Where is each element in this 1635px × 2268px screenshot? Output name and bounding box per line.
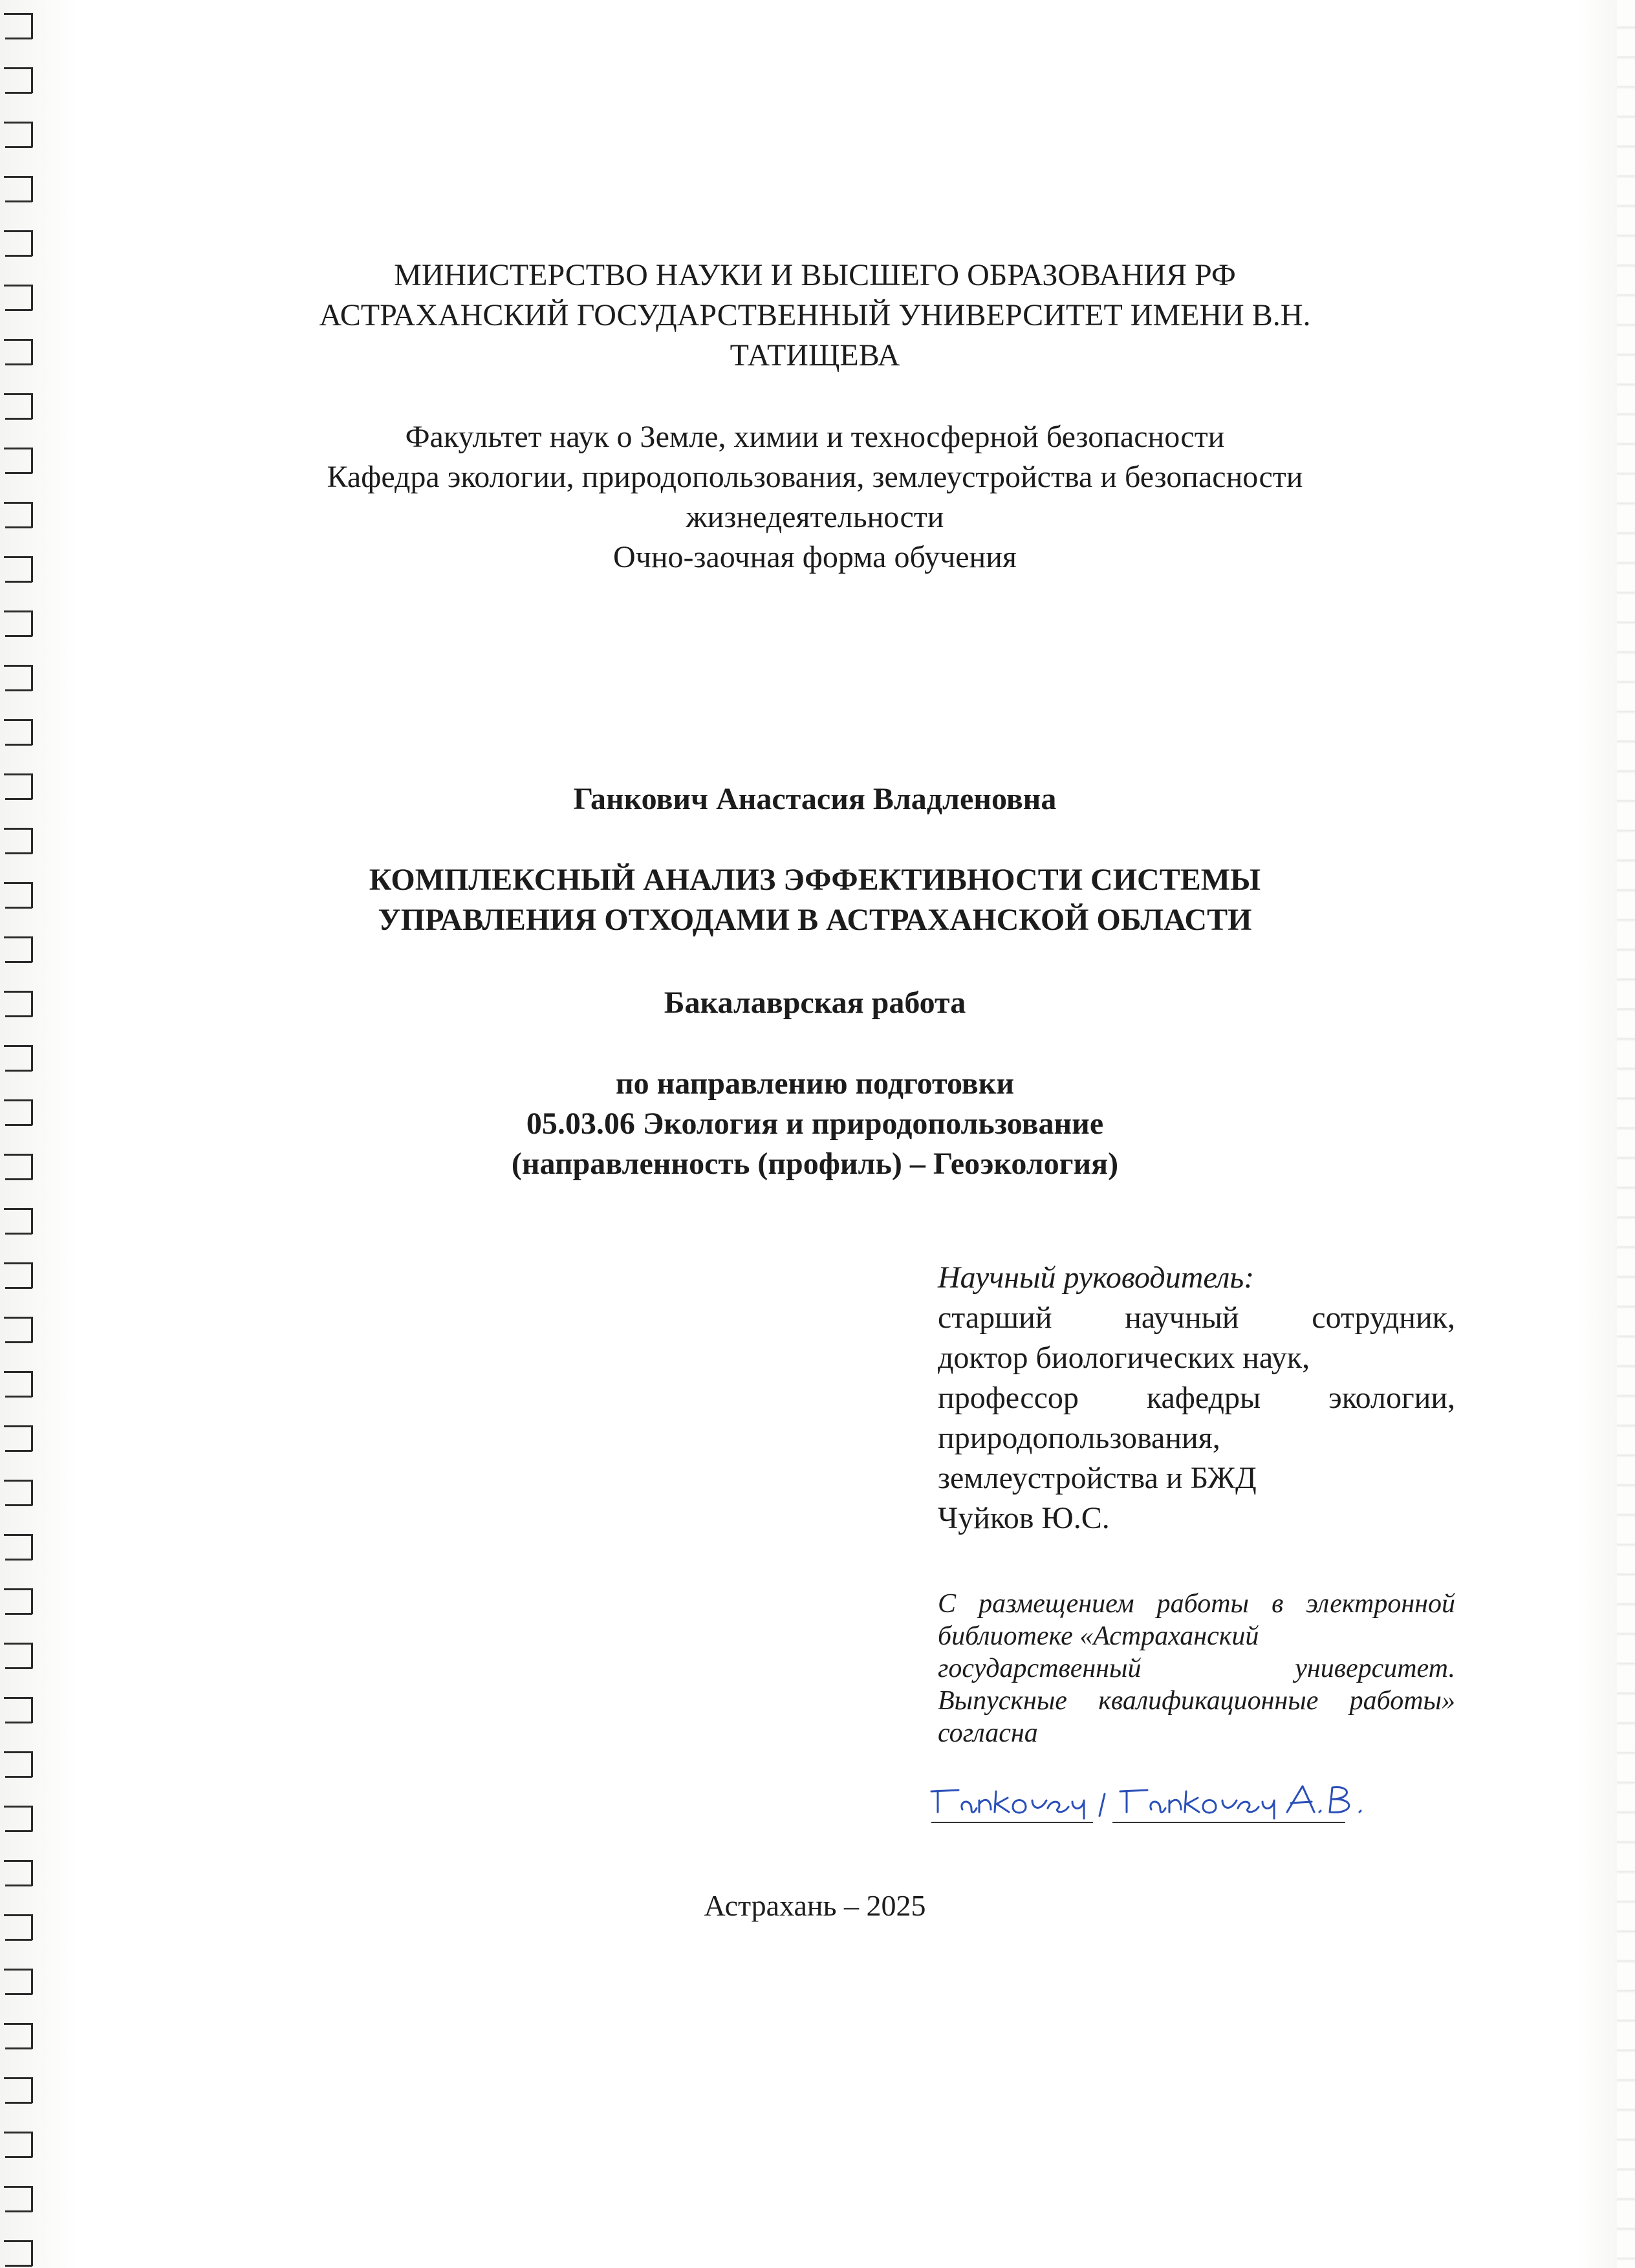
work-type: Бакалаврская работа bbox=[664, 986, 966, 1020]
binding-ring bbox=[0, 2132, 38, 2155]
binding-ring bbox=[0, 1860, 38, 1883]
study-form: Очно-заочная форма обучения bbox=[613, 540, 1017, 574]
binding-ring bbox=[0, 67, 38, 91]
binding-ring bbox=[0, 122, 38, 145]
binding-ring bbox=[0, 1697, 38, 1720]
binding-ring bbox=[0, 1914, 38, 1938]
binding-ring bbox=[0, 502, 38, 525]
binding-ring bbox=[0, 2240, 38, 2263]
binding-ring bbox=[0, 1317, 38, 1340]
binding-ring bbox=[0, 176, 38, 199]
binding-ring bbox=[0, 448, 38, 471]
institution-header bbox=[194, 255, 1436, 376]
binding-ring bbox=[0, 2077, 38, 2101]
author-name: Ганкович Анастасия Владленовна bbox=[573, 782, 1057, 816]
university-line-1: АСТРАХАНСКИЙ ГОСУДАРСТВЕННЫЙ УНИВЕРСИТЕТ ИМЕНИ В.Н. bbox=[319, 298, 1311, 332]
supervisor-name: Чуйков Ю.С. bbox=[938, 1501, 1110, 1535]
direction-line-2: 05.03.06 Экология и природопользование bbox=[526, 1107, 1104, 1141]
consent-line-3: государственный университет. bbox=[938, 1654, 1455, 1683]
binding-ring bbox=[0, 1045, 38, 1068]
supervisor-line-3: профессор кафедры экологии, bbox=[938, 1381, 1455, 1415]
binding-ring bbox=[0, 2186, 38, 2209]
city-year: Астрахань – 2025 bbox=[704, 1889, 926, 1922]
thesis-title bbox=[194, 860, 1436, 940]
page-edge-shadow bbox=[1617, 0, 1635, 2268]
binding-ring bbox=[0, 991, 38, 1014]
binding-ring bbox=[0, 610, 38, 634]
binding-ring bbox=[0, 13, 38, 36]
department-line-2: жизнедеятельности bbox=[686, 500, 944, 534]
faculty-name: Факультет наук о Земле, химии и техносферной безопасности bbox=[405, 420, 1225, 454]
ministry-line: МИНИСТЕРСТВО НАУКИ И ВЫСШЕГО ОБРАЗОВАНИЯ РФ bbox=[394, 258, 1236, 292]
thesis-title-line-1: КОМПЛЕКСНЫЙ АНАЛИЗ ЭФФЕКТИВНОСТИ СИСТЕМЫ bbox=[369, 863, 1261, 897]
supervisor-line-2: доктор биологических наук, bbox=[938, 1341, 1310, 1375]
supervisor-block bbox=[938, 1258, 1455, 1539]
binding-ring bbox=[0, 1969, 38, 1992]
consent-line-2: библиотеке «Астраханский bbox=[938, 1621, 1259, 1651]
binding-ring bbox=[0, 556, 38, 579]
binding-comb bbox=[0, 0, 58, 2268]
binding-ring bbox=[0, 1480, 38, 1503]
binding-ring bbox=[0, 1154, 38, 1177]
binding-ring bbox=[0, 393, 38, 416]
binding-ring bbox=[0, 936, 38, 960]
binding-ring bbox=[0, 1588, 38, 1612]
supervisor-line-4: природопользования, bbox=[938, 1421, 1220, 1455]
handwritten-signature bbox=[925, 1772, 1378, 1830]
binding-ring bbox=[0, 2023, 38, 2046]
study-direction bbox=[194, 1064, 1436, 1184]
binding-ring bbox=[0, 1371, 38, 1394]
binding-ring bbox=[0, 1534, 38, 1557]
binding-ring bbox=[0, 1208, 38, 1231]
binding-ring bbox=[0, 1262, 38, 1286]
binding-ring bbox=[0, 285, 38, 308]
consent-line-4: Выпускные квалификационные работы» bbox=[938, 1686, 1455, 1716]
faculty-block bbox=[194, 417, 1436, 578]
binding-ring bbox=[0, 1643, 38, 1666]
binding-ring bbox=[0, 719, 38, 742]
direction-line-1: по направлению подготовки bbox=[615, 1066, 1015, 1101]
binding-ring bbox=[0, 882, 38, 905]
binding-ring bbox=[0, 665, 38, 688]
binding-ring bbox=[0, 1099, 38, 1123]
consent-line-1: С размещением работы в электронной bbox=[938, 1589, 1455, 1619]
binding-ring bbox=[0, 339, 38, 362]
binding-ring bbox=[0, 828, 38, 851]
binding-ring bbox=[0, 1425, 38, 1449]
binding-ring bbox=[0, 230, 38, 254]
binding-ring bbox=[0, 773, 38, 797]
library-consent-block bbox=[938, 1588, 1455, 1749]
thesis-title-line-2: УПРАВЛЕНИЯ ОТХОДАМИ В АСТРАХАНСКОЙ ОБЛАСТИ bbox=[378, 903, 1252, 937]
department-line-1: Кафедра экологии, природопользования, землеустройства и безопасности bbox=[327, 460, 1303, 494]
supervisor-line-1: старший научный сотрудник, bbox=[938, 1301, 1455, 1335]
supervisor-heading: Научный руководитель: bbox=[938, 1260, 1255, 1295]
supervisor-line-5: землеустройства и БЖД bbox=[938, 1461, 1257, 1495]
university-line-2: ТАТИЩЕВА bbox=[730, 338, 900, 373]
binding-ring bbox=[0, 1806, 38, 1829]
direction-line-3: (направленность (профиль) – Геоэкология) bbox=[511, 1147, 1119, 1181]
binding-ring bbox=[0, 1751, 38, 1775]
consent-line-5: согласна bbox=[938, 1718, 1038, 1748]
